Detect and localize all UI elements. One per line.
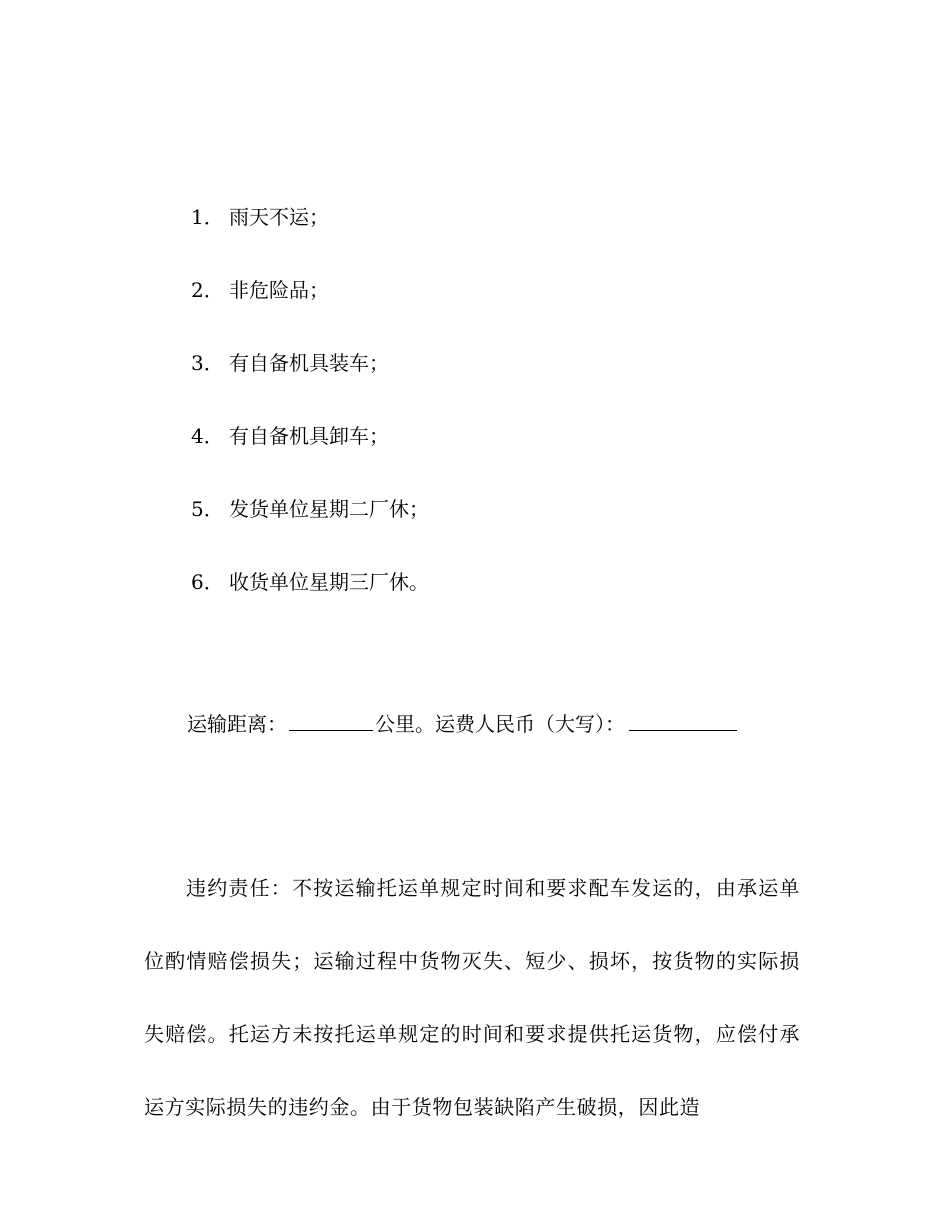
distance-label: 运输距离：	[187, 712, 287, 736]
distance-blank	[289, 708, 373, 731]
list-item-text: 发货单位星期二厂休；	[229, 497, 429, 521]
list-item-number: 5．	[191, 497, 224, 521]
list-item-text: 有自备机具装车；	[229, 351, 389, 375]
list-item	[187, 491, 429, 564]
list-item	[187, 418, 429, 491]
list-item-number: 3．	[191, 351, 224, 375]
distance-fee-line	[187, 706, 737, 742]
list-item	[187, 272, 429, 345]
list-item-number: 2．	[191, 278, 224, 302]
list-item-number: 6．	[191, 570, 224, 594]
list-item-text: 雨天不运；	[229, 205, 329, 229]
conditions-list	[187, 199, 429, 637]
list-item-number: 4．	[191, 424, 224, 448]
list-item-text: 非危险品；	[229, 278, 329, 302]
list-item-text: 有自备机具卸车；	[229, 424, 389, 448]
list-item	[187, 345, 429, 418]
list-item-number: 1．	[191, 205, 224, 229]
list-item	[187, 564, 429, 637]
fee-blank	[629, 708, 737, 731]
liability-paragraph: 违约责任：不按运输托运单规定时间和要求配车发运的，由承运单位酌情赔偿损失；运输过程中货物灭失、短少、损坏，按货物的实际损失赔偿。托运方未按托运单规定的时间和要求提供托运货物，应偿付承运方实际损失的违约金。由于货物包装缺陷产生破损，因此造	[144, 876, 800, 1119]
distance-unit-fee-label: 公里。运费人民币（大写）：	[375, 712, 625, 736]
list-item	[187, 199, 429, 272]
list-item-text: 收货单位星期三厂休。	[229, 570, 429, 594]
